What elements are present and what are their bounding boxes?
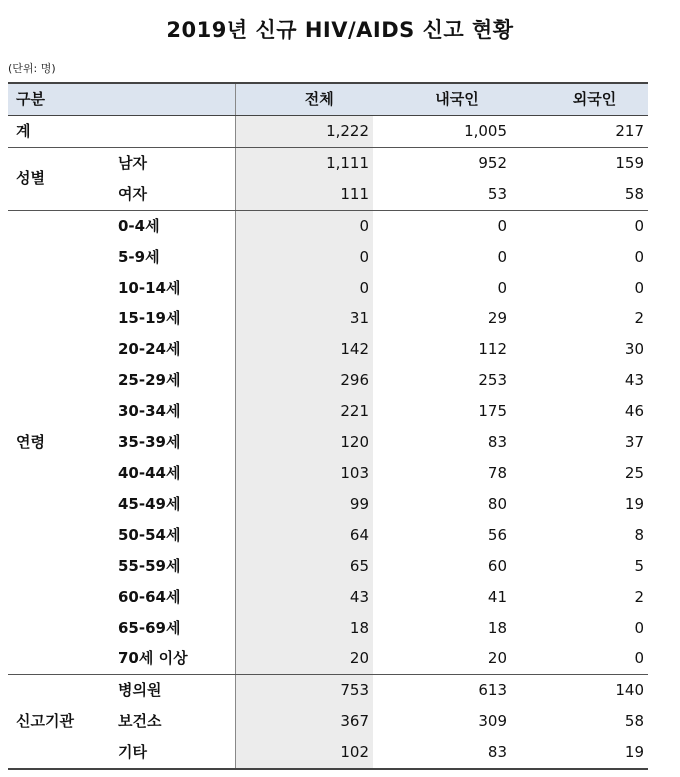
summary-row [8, 116, 648, 148]
row-label: 0-4세 [113, 210, 235, 241]
row-label: 15-19세 [113, 303, 235, 334]
group-label: 신고기관 [8, 675, 113, 769]
domestic-value: 0 [497, 247, 508, 266]
foreign-value: 0 [634, 247, 645, 266]
row-label: 60-64세 [113, 582, 235, 613]
foreign-value: 58 [624, 712, 645, 731]
total-value: 0 [235, 273, 373, 304]
table-row [8, 675, 648, 706]
table-row [8, 147, 648, 178]
foreign-value: 43 [624, 371, 645, 390]
summary-total: 1,222 [235, 116, 373, 148]
domestic-value: 112 [478, 340, 508, 359]
table-row [8, 210, 648, 241]
foreign-value: 46 [624, 402, 645, 421]
row-label: 20-24세 [113, 334, 235, 365]
domestic-value: 41 [487, 587, 508, 606]
row-label: 50-54세 [113, 520, 235, 551]
domestic-value: 253 [478, 371, 508, 390]
domestic-value: 0 [497, 216, 508, 235]
domestic-value: 83 [487, 433, 508, 452]
foreign-value: 0 [634, 618, 645, 637]
domestic-value: 80 [487, 494, 508, 513]
row-label: 65-69세 [113, 613, 235, 644]
total-value: 20 [235, 643, 373, 674]
domestic-value: 20 [373, 643, 511, 674]
header-domestic: 내국인 [373, 83, 511, 116]
row-label: 70세 이상 [113, 643, 235, 674]
foreign-value: 37 [624, 433, 645, 452]
total-value: 31 [235, 303, 373, 334]
header-category: 구분 [8, 83, 235, 116]
row-label: 10-14세 [113, 273, 235, 304]
domestic-value: 18 [487, 618, 508, 637]
row-label: 25-29세 [113, 365, 235, 396]
row-label: 45-49세 [113, 489, 235, 520]
domestic-value: 53 [373, 179, 511, 210]
row-label: 기타 [113, 737, 235, 769]
total-value: 753 [235, 675, 373, 706]
domestic-value: 56 [487, 525, 508, 544]
total-value: 367 [235, 706, 373, 737]
foreign-value: 8 [634, 525, 645, 544]
domestic-value: 175 [478, 402, 508, 421]
foreign-value: 0 [634, 216, 645, 235]
foreign-value: 58 [511, 179, 648, 210]
header-total: 전체 [235, 83, 373, 116]
row-label: 5-9세 [113, 242, 235, 273]
total-value: 64 [235, 520, 373, 551]
total-value: 0 [235, 210, 373, 241]
foreign-value: 30 [624, 340, 645, 359]
foreign-value: 19 [624, 494, 645, 513]
summary-label: 계 [8, 116, 235, 148]
page-title: 2019년 신규 HIV/AIDS 신고 현황 [166, 18, 514, 42]
summary-foreign: 217 [511, 116, 648, 148]
total-value: 43 [235, 582, 373, 613]
group-label: 성별 [8, 147, 113, 210]
foreign-value: 159 [615, 153, 645, 172]
foreign-value: 5 [634, 556, 645, 575]
total-value: 111 [235, 179, 373, 210]
row-label: 여자 [113, 179, 235, 210]
row-label: 30-34세 [113, 396, 235, 427]
total-value: 103 [235, 458, 373, 489]
total-value: 142 [235, 334, 373, 365]
header-foreign: 외국인 [511, 83, 648, 116]
domestic-value: 83 [373, 737, 511, 769]
total-value: 296 [235, 365, 373, 396]
row-label: 남자 [113, 147, 235, 178]
foreign-value: 2 [634, 309, 645, 328]
header-row [8, 83, 648, 116]
domestic-value: 952 [478, 153, 508, 172]
foreign-value: 25 [624, 463, 645, 482]
row-label: 55-59세 [113, 551, 235, 582]
unit-note: (단위: 명) [8, 62, 56, 75]
foreign-value: 0 [634, 278, 645, 297]
row-label: 보건소 [113, 706, 235, 737]
total-value: 99 [235, 489, 373, 520]
foreign-value: 2 [634, 587, 645, 606]
foreign-value: 0 [511, 643, 648, 674]
total-value: 221 [235, 396, 373, 427]
row-label: 40-44세 [113, 458, 235, 489]
total-value: 102 [235, 737, 373, 769]
row-label: 35-39세 [113, 427, 235, 458]
foreign-value: 19 [511, 737, 648, 769]
total-value: 0 [235, 242, 373, 273]
summary-domestic: 1,005 [373, 116, 511, 148]
domestic-value: 0 [497, 278, 508, 297]
domestic-value: 29 [487, 309, 508, 328]
total-value: 1,111 [235, 147, 373, 178]
group-label: 연령 [8, 210, 113, 675]
domestic-value: 613 [478, 681, 508, 700]
table-body [8, 116, 648, 770]
total-value: 18 [235, 613, 373, 644]
total-value: 120 [235, 427, 373, 458]
row-label: 병의원 [113, 675, 235, 706]
domestic-value: 309 [478, 712, 508, 731]
domestic-value: 60 [487, 556, 508, 575]
total-value: 65 [235, 551, 373, 582]
domestic-value: 78 [487, 463, 508, 482]
foreign-value: 140 [615, 681, 645, 700]
hiv-report-table [8, 82, 648, 770]
